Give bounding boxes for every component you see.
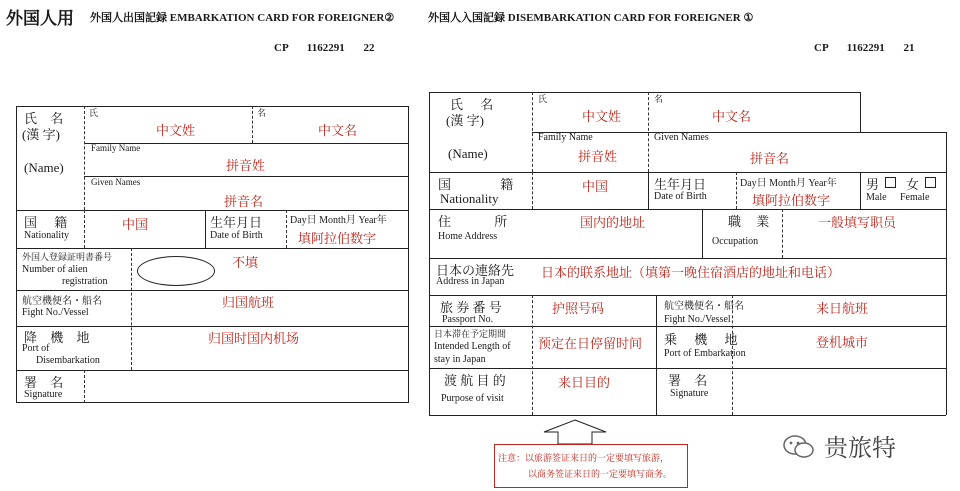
right-stay-en2: stay in Japan	[434, 354, 486, 365]
male-checkbox[interactable]	[885, 177, 896, 188]
left-nationality-en: Nationality	[24, 230, 69, 241]
right-dob-value[interactable]: 填阿拉伯数字	[752, 194, 831, 209]
right-stay-en1: Intended Length of	[434, 341, 511, 352]
left-signature-label: 署 名	[24, 375, 64, 390]
alien-number-oval	[137, 256, 215, 286]
left-given-char: 名	[257, 108, 267, 118]
right-family-char: 氏	[538, 94, 548, 104]
male-label: 男	[866, 177, 880, 192]
right-given-value[interactable]: 中文名	[712, 110, 752, 125]
right-family-name-label: Family Name	[538, 132, 593, 143]
note-line-1: 注意：以旅游签证来日的一定要填写旅游，	[498, 454, 670, 464]
note-line-2: 以商务签证来日的一定要填写商务。	[528, 470, 673, 480]
female-checkbox[interactable]	[925, 177, 936, 188]
right-dob-units: Day日 Month月 Year年	[740, 178, 837, 189]
right-flight-label: 航空機便名・船名	[664, 301, 744, 312]
female-en: Female	[900, 192, 930, 203]
right-nationality-value[interactable]: 中国	[582, 180, 609, 195]
wechat-icon	[782, 432, 816, 460]
left-signature-en: Signature	[24, 389, 63, 400]
right-stay-value[interactable]: 预定在日停留时间	[538, 337, 643, 352]
right-card-number: CP 1162291 21	[814, 42, 915, 54]
right-given-names-value[interactable]: 拼音名	[750, 152, 790, 167]
right-given-char: 名	[654, 94, 664, 104]
right-flight-en: Fight No./Vessel	[664, 314, 731, 325]
note-arrow-icon	[540, 418, 610, 444]
right-name-label: 氏 名	[450, 97, 494, 112]
right-flight-value[interactable]: 来日航班	[816, 302, 869, 317]
left-name-en: (Name)	[24, 160, 64, 175]
female-label: 女	[906, 177, 920, 192]
right-contact-value[interactable]: 日本的联系地址（填第一晚住宿酒店的地址和电话）	[541, 266, 841, 281]
right-address-en: Home Address	[438, 231, 498, 242]
right-family-name-value[interactable]: 拼音姓	[578, 150, 618, 165]
left-nationality-value[interactable]: 中国	[122, 218, 149, 233]
left-alien-label: 外国人登録証明書番号	[22, 252, 113, 262]
main-title: 外国人用	[6, 9, 74, 28]
left-family-name-value[interactable]: 拼音姓	[226, 159, 266, 174]
left-given-names-label: Given Names	[91, 177, 141, 187]
left-port-label: 降 機 地	[24, 330, 90, 345]
right-dob-en: Date of Birth	[654, 191, 707, 202]
right-contact-en: Address in Japan	[436, 276, 505, 287]
right-name-en: (Name)	[448, 146, 488, 161]
embarkation-title: 外国人出国記録 EMBARKATION CARD FOR FOREIGNER②	[90, 12, 395, 24]
left-nationality-label: 国 籍	[24, 215, 68, 230]
right-passport-en: Passport No.	[442, 314, 494, 325]
right-occupation-en: Occupation	[712, 236, 759, 247]
left-alien-en1: Number of alien	[22, 264, 88, 275]
right-nationality-en: Nationality	[440, 191, 499, 206]
left-dob-label: 生年月日	[210, 215, 263, 230]
right-stay-label: 日本滞在予定期間	[434, 329, 507, 339]
left-family-value[interactable]: 中文姓	[156, 124, 196, 139]
right-passport-value[interactable]: 护照号码	[552, 302, 605, 317]
left-port-en1: Port of	[22, 343, 50, 354]
left-flight-en: Fight No./Vessel	[22, 307, 89, 318]
left-alien-en2: registration	[62, 276, 108, 287]
right-given-names-label: Given Names	[654, 132, 709, 143]
right-signature-label: 署 名	[668, 373, 708, 388]
left-dob-value[interactable]: 填阿拉伯数字	[298, 232, 377, 247]
left-family-char: 氏	[89, 108, 99, 118]
right-family-value[interactable]: 中文姓	[582, 110, 622, 125]
right-purpose-label: 渡 航 目 的	[444, 373, 506, 388]
right-address-label: 住 所	[438, 214, 508, 229]
right-passport-label: 旅 券 番 号	[440, 300, 502, 315]
left-port-en2: Disembarkation	[36, 355, 100, 366]
watermark-text: 贵旅特	[824, 434, 896, 462]
right-contact-label: 日本の連絡先	[436, 263, 515, 278]
right-occupation-label: 職 業	[728, 214, 770, 229]
right-embark-en: Port of Embarkation	[664, 348, 746, 359]
right-purpose-value[interactable]: 来日目的	[558, 376, 611, 391]
right-nationality-label: 国 籍	[438, 177, 514, 192]
left-name-kanji: (漢 字)	[22, 127, 60, 142]
left-dob-en: Date of Birth	[210, 230, 263, 241]
left-family-name-label: Family Name	[91, 143, 141, 153]
right-embark-label: 乗 機 地	[664, 332, 738, 347]
left-alien-value[interactable]: 不填	[232, 256, 259, 271]
left-flight-value[interactable]: 归国航班	[222, 296, 275, 311]
right-signature-en: Signature	[670, 388, 709, 399]
left-port-value[interactable]: 归国时国内机场	[208, 332, 300, 347]
left-card-number: CP 1162291 22	[274, 42, 375, 54]
right-address-value[interactable]: 国内的地址	[580, 216, 646, 231]
left-given-names-value[interactable]: 拼音名	[224, 195, 264, 210]
left-name-label: 氏 名	[24, 111, 64, 126]
disembarkation-title: 外国人入国記録 DISEMBARKATION CARD FOR FOREIGNER ①	[428, 12, 754, 24]
right-purpose-en: Purpose of visit	[441, 393, 504, 404]
left-flight-label: 航空機便名・船名	[22, 296, 102, 307]
left-dob-units: Day日 Month月 Year年	[290, 215, 387, 226]
right-name-kanji: (漢 字)	[446, 113, 484, 128]
left-given-value[interactable]: 中文名	[318, 124, 358, 139]
male-en: Male	[866, 192, 887, 203]
right-embark-value[interactable]: 登机城市	[816, 336, 869, 351]
right-occupation-value[interactable]: 一般填写职员	[818, 216, 897, 231]
right-dob-label: 生年月日	[654, 177, 707, 192]
